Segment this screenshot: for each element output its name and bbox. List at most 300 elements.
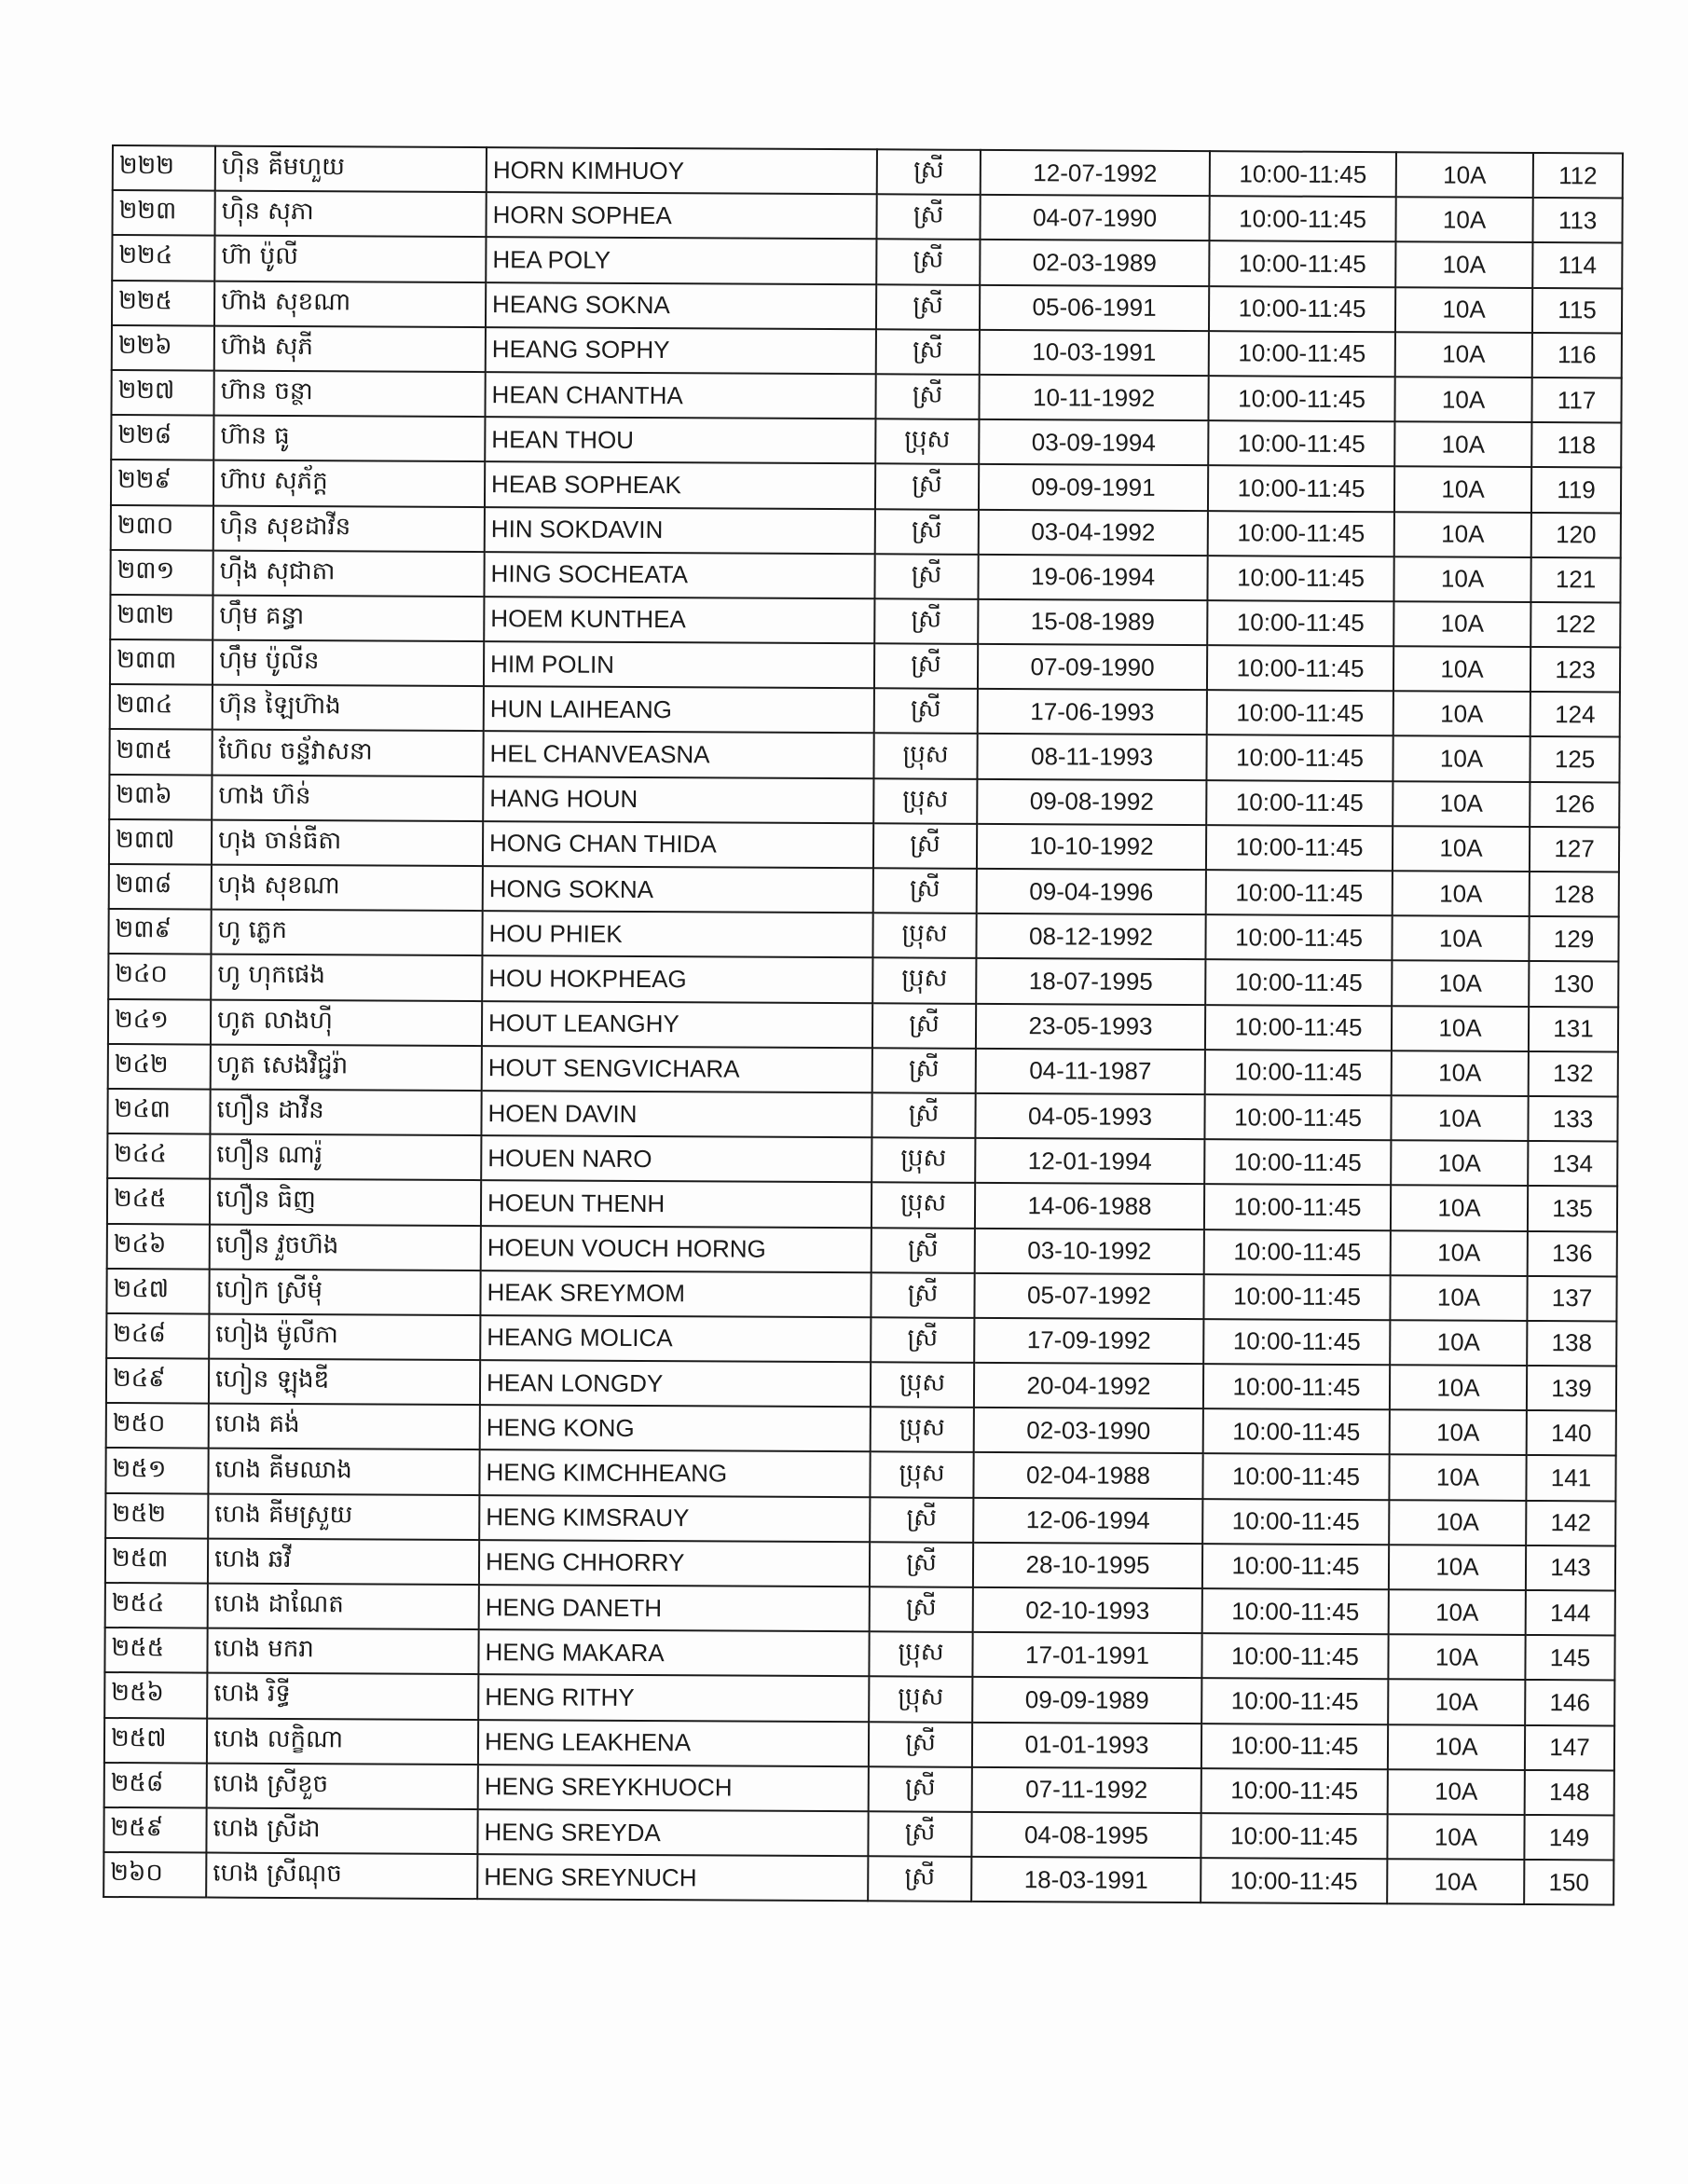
seat-number-cell: 135 [1528,1186,1617,1231]
row-number-cell: ២៣០ [111,504,213,550]
sex-cell: ស្រី [871,1317,974,1363]
seat-number-cell: 122 [1530,602,1620,648]
date-of-birth-cell: 04-08-1995 [971,1812,1201,1858]
date-of-birth-cell: 17-06-1993 [978,689,1207,735]
room-cell: 10A [1392,915,1529,961]
table-row [108,1044,1618,1097]
khmer-name-cell: ហ៊ិន សុខដាវីន [213,505,485,552]
date-of-birth-cell: 03-09-1994 [979,419,1208,465]
exam-time-cell: 10:00-11:45 [1204,1094,1391,1140]
date-of-birth-cell: 04-11-1987 [976,1049,1205,1094]
sex-cell: ប្រុស [873,734,977,779]
khmer-name-cell: ហេង គីមស្រួយ [208,1493,479,1540]
table-row [109,864,1619,917]
date-of-birth-cell: 08-12-1992 [976,913,1205,959]
sex-cell: ប្រុស [870,1452,973,1498]
row-number-cell: ២២៥ [112,281,214,326]
table-row [111,415,1621,468]
khmer-name-cell: ហូត សេងវិជ្ជរ៉ា [211,1044,482,1091]
room-cell: 10A [1391,1095,1528,1141]
room-cell: 10A [1394,512,1531,557]
date-of-birth-cell: 05-07-1992 [974,1273,1203,1319]
row-number-cell: ២៦០ [103,1852,206,1898]
khmer-name-cell: ហ៊ិន សុភា [214,191,486,238]
date-of-birth-cell: 04-07-1990 [980,195,1209,240]
latin-name-cell: HOU PHIEK [482,911,872,957]
khmer-name-cell: ហ៊ាង សុខណា [214,281,486,327]
seat-number-cell: 123 [1530,647,1620,693]
seat-number-cell: 131 [1529,1007,1618,1052]
exam-time-cell: 10:00-11:45 [1208,511,1394,556]
seat-number-cell: 117 [1531,378,1621,423]
latin-name-cell: HENG MAKARA [478,1629,869,1676]
table-row [106,1403,1616,1456]
sex-cell: ស្រី [873,823,977,869]
table-row [103,1807,1613,1861]
latin-name-cell: HOEN DAVIN [481,1091,871,1137]
date-of-birth-cell: 10-11-1992 [979,375,1208,420]
row-number-cell: ២២៩ [111,460,213,505]
seat-number-cell: 129 [1529,916,1618,962]
sex-cell: ប្រុស [871,1183,975,1229]
table-row [110,550,1620,603]
latin-name-cell: HENG RITHY [478,1674,869,1721]
exam-time-cell: 10:00-11:45 [1204,1229,1391,1275]
seat-number-cell: 143 [1526,1545,1615,1591]
row-number-cell: ២៣៤ [110,684,213,730]
table-row [112,235,1622,288]
row-number-cell: ២៣១ [110,550,213,596]
sex-cell: ស្រី [870,1586,973,1632]
sex-cell: ស្រី [872,1003,976,1049]
row-number-cell: ២៤៤ [107,1133,210,1179]
room-cell: 10A [1392,1051,1529,1096]
khmer-name-cell: ហូ ហុកផេង [211,955,482,1001]
table-row [111,370,1621,423]
seat-number-cell: 138 [1527,1321,1616,1367]
latin-name-cell: HENG SREYKHUOCH [478,1765,869,1811]
sex-cell: ស្រី [876,194,980,240]
exam-time-cell: 10:00-11:45 [1205,914,1392,960]
exam-time-cell: 10:00-11:45 [1206,735,1393,781]
exam-time-cell: 10:00-11:45 [1208,376,1394,421]
sex-cell: ប្រុស [871,1408,974,1453]
date-of-birth-cell: 09-09-1991 [979,464,1208,510]
sex-cell: ប្រុស [871,1137,975,1183]
room-cell: 10A [1388,1769,1525,1815]
row-number-cell: ២៥០ [106,1403,209,1449]
room-cell: 10A [1394,377,1531,422]
khmer-name-cell: ហ៊ាន ចន្ថា [213,371,485,418]
seat-number-cell: 132 [1529,1051,1618,1097]
seat-number-cell: 139 [1527,1366,1616,1411]
room-cell: 10A [1389,1589,1526,1635]
sex-cell: ស្រី [875,374,979,419]
date-of-birth-cell: 15-08-1989 [978,599,1207,645]
date-of-birth-cell: 09-09-1989 [972,1677,1201,1723]
table-row [110,684,1620,737]
khmer-name-cell: ហេង ស្រីដា [206,1807,477,1854]
exam-time-cell: 10:00-11:45 [1207,690,1393,735]
latin-name-cell: HEAN CHANTHA [485,372,875,419]
seat-number-cell: 120 [1531,512,1621,557]
table-row [111,460,1621,513]
room-cell: 10A [1389,1500,1526,1545]
exam-time-cell: 10:00-11:45 [1201,1679,1388,1724]
table-row [104,1672,1614,1725]
room-cell: 10A [1392,1006,1529,1051]
sex-cell: ស្រី [875,509,979,555]
exam-time-cell: 10:00-11:45 [1201,1858,1387,1903]
seat-number-cell: 115 [1532,288,1622,334]
date-of-birth-cell: 03-10-1992 [975,1228,1204,1273]
table-row [112,190,1622,243]
khmer-name-cell: ហាង ហ៊ន់ [212,775,483,821]
table-row [105,1493,1615,1546]
khmer-name-cell: ហៀន ឡុងឌី [209,1359,480,1406]
seat-number-cell: 149 [1524,1815,1613,1861]
seat-number-cell: 130 [1529,961,1618,1007]
sex-cell: ស្រី [873,868,977,913]
exam-time-cell: 10:00-11:45 [1206,825,1393,871]
exam-time-cell: 10:00-11:45 [1208,420,1394,466]
row-number-cell: ២៤០ [108,954,211,999]
sex-cell: ស្រី [870,1497,973,1543]
seat-number-cell: 134 [1528,1141,1617,1187]
sex-cell: ស្រី [876,284,980,330]
row-number-cell: ២៣៩ [108,909,211,955]
date-of-birth-cell: 18-03-1991 [971,1857,1201,1902]
room-cell: 10A [1393,781,1530,827]
room-cell: 10A [1388,1680,1525,1725]
table-row [109,729,1619,782]
khmer-name-cell: ហ៊ាន ធូ [213,416,485,462]
room-cell: 10A [1390,1409,1527,1455]
seat-number-cell: 141 [1526,1455,1615,1501]
date-of-birth-cell: 01-01-1993 [972,1722,1201,1767]
sex-cell: ប្រុស [869,1677,972,1723]
seat-number-cell: 148 [1525,1770,1614,1816]
seat-number-cell: 116 [1532,333,1622,378]
table-row [108,999,1618,1052]
room-cell: 10A [1393,736,1530,782]
row-number-cell: ២៣២ [110,595,213,640]
seat-number-cell: 124 [1530,692,1620,737]
sex-cell: ស្រី [874,598,978,644]
table-row [109,819,1619,872]
khmer-name-cell: ហ៊ាង សុភី [214,325,486,372]
row-number-cell: ២៤៧ [106,1269,209,1314]
room-cell: 10A [1393,556,1530,602]
exam-time-cell: 10:00-11:45 [1207,600,1393,646]
table-row [108,954,1618,1007]
date-of-birth-cell: 08-11-1993 [977,734,1206,779]
khmer-name-cell: ហៀង ម៉ូលីកា [209,1313,480,1360]
table-row [107,1223,1617,1276]
khmer-name-cell: ហូត លាងហ៊ី [211,999,482,1046]
seat-number-cell: 136 [1528,1230,1617,1276]
table-row [108,909,1618,962]
latin-name-cell: HOEM KUNTHEA [484,597,874,643]
date-of-birth-cell: 05-06-1991 [980,284,1209,330]
table-row [107,1133,1617,1187]
room-cell: 10A [1393,691,1530,736]
sex-cell: ស្រី [870,1542,973,1587]
khmer-name-cell: ហឿន ធិញ [210,1179,481,1226]
room-cell: 10A [1389,1545,1526,1590]
row-number-cell: ២៣៣ [110,639,213,685]
sex-cell: ស្រី [871,1272,974,1318]
room-cell: 10A [1395,242,1532,288]
row-number-cell: ២៥៦ [104,1672,207,1718]
room-cell: 10A [1395,287,1532,333]
date-of-birth-cell: 23-05-1993 [976,1003,1205,1049]
room-cell: 10A [1396,152,1533,198]
seat-number-cell: 125 [1530,736,1619,782]
latin-name-cell: HOU HOKPHEAG [482,955,872,1002]
seat-number-cell: 126 [1530,782,1619,828]
khmer-name-cell: ហេង មករា [207,1628,478,1675]
latin-name-cell: HEANG SOPHY [486,327,876,374]
candidate-table [103,144,1624,1906]
table-row [107,1089,1617,1142]
sex-cell: ប្រុស [873,778,977,824]
date-of-birth-cell: 07-11-1992 [972,1767,1201,1813]
room-cell: 10A [1387,1859,1524,1904]
latin-name-cell: HENG CHHORRY [479,1540,870,1586]
row-number-cell: ២៤៩ [106,1358,209,1404]
latin-name-cell: HONG CHAN THIDA [483,821,873,868]
room-cell: 10A [1389,1455,1526,1501]
row-number-cell: ២២៨ [111,415,213,460]
khmer-name-cell: ហុង ចាន់ធីតា [212,819,483,866]
latin-name-cell: HORN KIMHUOY [487,147,877,194]
latin-name-cell: HENG KIMSRAUY [479,1495,870,1542]
latin-name-cell: HEAK SREYMOM [480,1271,871,1317]
room-cell: 10A [1388,1634,1525,1680]
sex-cell: ស្រី [868,1856,971,1902]
latin-name-cell: HENG KONG [480,1405,871,1451]
latin-name-cell: HEL CHANVEASNA [483,732,873,778]
row-number-cell: ២៤៥ [107,1178,210,1224]
khmer-name-cell: ហ៊ា ប៉ូលី [214,236,486,282]
exam-time-cell: 10:00-11:45 [1207,556,1393,601]
sex-cell: ប្រុស [869,1631,972,1677]
latin-name-cell: HOEUN THENH [481,1180,871,1227]
room-cell: 10A [1394,467,1531,513]
latin-name-cell: HORN SOPHEA [486,192,876,239]
exam-time-cell: 10:00-11:45 [1202,1499,1389,1545]
seat-number-cell: 150 [1524,1860,1613,1905]
latin-name-cell: HOUEN NARO [481,1135,871,1182]
khmer-name-cell: ហ៊ិន គីមហួយ [215,146,487,193]
latin-name-cell: HENG DANETH [479,1585,870,1631]
room-cell: 10A [1391,1140,1528,1186]
table-row [105,1583,1615,1636]
row-number-cell: ២៣៨ [109,864,212,910]
exam-time-cell: 10:00-11:45 [1209,286,1395,332]
khmer-name-cell: ហេង គង់ [209,1404,480,1450]
seat-number-cell: 137 [1527,1276,1616,1322]
row-number-cell: ២៥២ [105,1493,208,1539]
seat-number-cell: 140 [1527,1410,1616,1456]
date-of-birth-cell: 18-07-1995 [976,958,1205,1004]
khmer-name-cell: ហឿន ណារ៉ូ [210,1134,481,1181]
exam-time-cell: 10:00-11:45 [1203,1408,1390,1454]
exam-time-cell: 10:00-11:45 [1206,780,1393,826]
date-of-birth-cell: 04-05-1993 [975,1093,1204,1139]
latin-name-cell: HUN LAIHEANG [484,686,874,733]
table-row [110,639,1620,693]
latin-name-cell: HONG SOKNA [483,866,873,913]
table-row [106,1269,1616,1322]
room-cell: 10A [1393,601,1530,647]
seat-number-cell: 113 [1532,198,1622,243]
latin-name-cell: HENG LEAKHENA [478,1720,869,1766]
exam-time-cell: 10:00-11:45 [1209,241,1395,287]
khmer-name-cell: ហេង ឆវី [208,1538,479,1585]
seat-number-cell: 133 [1528,1096,1617,1142]
khmer-name-cell: ហេង ស្រីណុច [206,1853,477,1900]
table-row [105,1448,1615,1501]
date-of-birth-cell: 07-09-1990 [978,644,1207,690]
exam-time-cell: 10:00-11:45 [1203,1364,1390,1409]
row-number-cell: ២២៦ [112,325,214,371]
row-number-cell: ២៤១ [108,999,211,1045]
latin-name-cell: HING SOCHEATA [484,552,874,598]
row-number-cell: ២៥៣ [105,1538,208,1584]
khmer-name-cell: ហឿន ដាវីន [210,1090,481,1136]
date-of-birth-cell: 14-06-1988 [975,1183,1204,1229]
sex-cell: ស្រី [877,149,981,195]
exam-time-cell: 10:00-11:45 [1207,645,1393,691]
row-number-cell: ២៤២ [108,1044,211,1090]
sex-cell: ប្រុស [872,958,976,1004]
date-of-birth-cell: 17-09-1992 [974,1318,1203,1364]
khmer-name-cell: ហ៊ាប សុភ័ក្ត [213,460,485,507]
row-number-cell: ២២៧ [111,370,213,416]
seat-number-cell: 127 [1530,827,1619,872]
sex-cell: ស្រី [869,1722,972,1767]
khmer-name-cell: ហ៊ុន ឡៃហ៊ាង [213,685,484,732]
seat-number-cell: 112 [1533,153,1623,199]
room-cell: 10A [1392,961,1529,1007]
seat-number-cell: 146 [1525,1680,1614,1725]
seat-number-cell: 142 [1526,1501,1615,1546]
khmer-name-cell: ហ៊ែល ចន្ទ័វាសនា [212,730,483,776]
exam-time-cell: 10:00-11:45 [1209,196,1395,241]
row-number-cell: ២៥៩ [103,1807,206,1853]
room-cell: 10A [1388,1724,1525,1770]
date-of-birth-cell: 19-06-1994 [978,555,1207,600]
latin-name-cell: HEAN THOU [485,417,875,463]
room-cell: 10A [1394,421,1531,467]
seat-number-cell: 144 [1526,1590,1615,1636]
date-of-birth-cell: 12-07-1992 [981,150,1210,196]
exam-time-cell: 10:00-11:45 [1202,1544,1389,1589]
row-number-cell: ២៤៦ [107,1223,210,1269]
exam-time-cell: 10:00-11:45 [1201,1724,1388,1769]
exam-time-cell: 10:00-11:45 [1202,1588,1389,1634]
khmer-name-cell: ហេង គីមឈាង [208,1449,479,1495]
exam-time-cell: 10:00-11:45 [1201,1813,1387,1859]
date-of-birth-cell: 17-01-1991 [972,1632,1201,1678]
room-cell: 10A [1395,332,1532,378]
exam-time-cell: 10:00-11:45 [1204,1184,1391,1229]
table-row [107,1178,1617,1231]
seat-number-cell: 118 [1531,422,1621,468]
khmer-name-cell: ហូ ភ្លេក [211,910,482,956]
row-number-cell: ២៥៧ [104,1718,207,1764]
row-number-cell: ២៥៤ [105,1583,208,1628]
table-row [112,281,1622,334]
row-number-cell: ២៥១ [105,1448,208,1493]
sex-cell: ស្រី [869,1766,972,1812]
khmer-name-cell: ហ៊ឹម គន្ធា [213,595,484,641]
sex-cell: ស្រី [875,464,979,510]
latin-name-cell: HOEUN VOUCH HORNG [481,1226,871,1272]
sex-cell: ស្រី [874,643,978,689]
row-number-cell: ២៣៧ [109,819,212,865]
row-number-cell: ២២៣ [112,190,214,236]
latin-name-cell: HEANG SOKNA [486,282,876,329]
latin-name-cell: HEAB SOPHEAK [485,461,875,508]
date-of-birth-cell: 02-04-1988 [973,1452,1202,1498]
date-of-birth-cell: 09-04-1996 [977,869,1206,914]
seat-number-cell: 147 [1525,1725,1614,1771]
sex-cell: ប្រុស [872,913,976,958]
table-row [109,775,1619,828]
khmer-name-cell: ហ៊ីង សុជាតា [213,550,484,597]
khmer-name-cell: ហេង លក្ខិណា [207,1718,478,1765]
sex-cell: ប្រុស [875,419,979,464]
sex-cell: ប្រុស [871,1362,974,1408]
latin-name-cell: HOUT LEANGHY [482,1001,872,1048]
sex-cell: ស្រី [874,689,978,735]
seat-number-cell: 114 [1532,242,1622,288]
row-number-cell: ២៣៦ [109,775,212,820]
exam-time-cell: 10:00-11:45 [1205,960,1392,1006]
table-row [104,1718,1614,1771]
exam-time-cell: 10:00-11:45 [1209,331,1395,377]
khmer-name-cell: ហេង រិទ្ធី [207,1673,478,1720]
exam-time-cell: 10:00-11:45 [1205,1050,1392,1095]
exam-time-cell: 10:00-11:45 [1206,870,1393,915]
table-row [111,504,1621,557]
date-of-birth-cell: 09-08-1992 [977,778,1206,824]
khmer-name-cell: ហ៊ឹម ប៉ូលីន [213,640,484,687]
exam-time-cell: 10:00-11:45 [1203,1274,1390,1320]
exam-time-cell: 10:00-11:45 [1208,465,1394,511]
date-of-birth-cell: 10-03-1991 [980,330,1209,376]
date-of-birth-cell: 02-03-1990 [974,1408,1203,1453]
date-of-birth-cell: 03-04-1992 [979,509,1208,555]
latin-name-cell: HEA POLY [486,237,876,283]
date-of-birth-cell: 02-03-1989 [980,240,1209,285]
sex-cell: ស្រី [874,554,978,599]
latin-name-cell: HENG KIMCHHEANG [479,1450,870,1497]
latin-name-cell: HIM POLIN [484,641,874,688]
khmer-name-cell: ហេង ស្រីខួច [207,1763,478,1809]
date-of-birth-cell: 12-01-1994 [975,1138,1204,1184]
room-cell: 10A [1393,646,1530,692]
table-row [113,145,1623,199]
latin-name-cell: HENG SREYDA [477,1809,868,1856]
khmer-name-cell: ហៀក ស្រីមុំ [209,1269,480,1315]
latin-name-cell: HIN SOKDAVIN [485,507,875,554]
row-number-cell: ២៥៨ [104,1763,207,1808]
latin-name-cell: HENG SREYNUCH [477,1854,868,1901]
